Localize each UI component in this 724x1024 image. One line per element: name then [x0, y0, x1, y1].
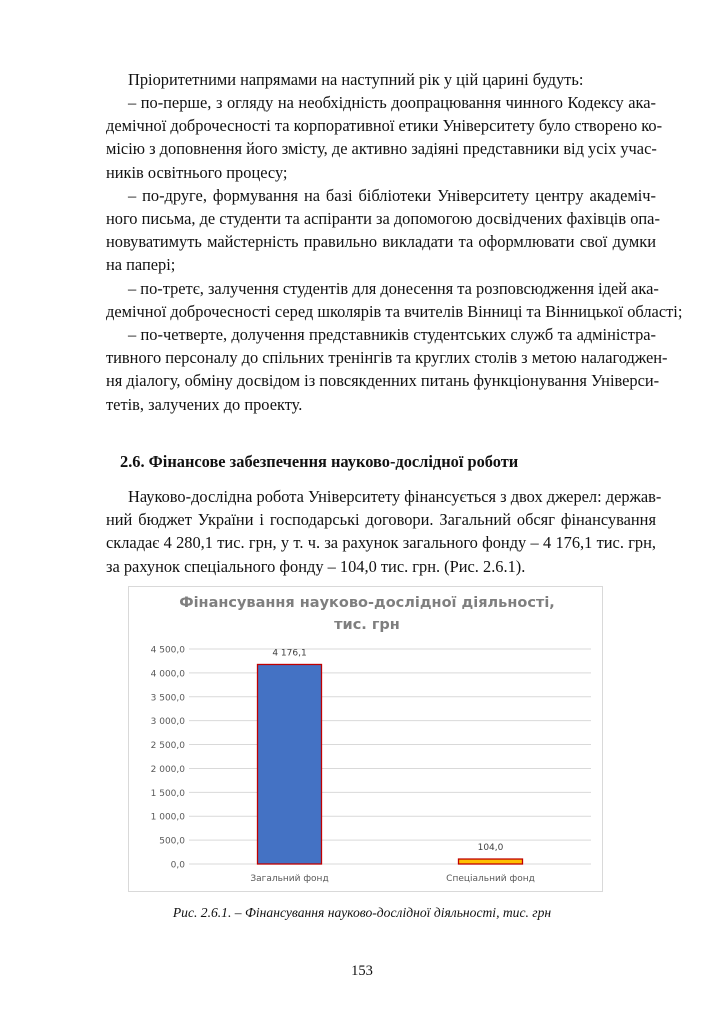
- text-line: місію з доповнення його змісту, де активно задіяні представники від усіх учас-: [106, 139, 657, 159]
- chart-title-line: тис. грн: [334, 617, 400, 633]
- paragraph-third-priority: [106, 277, 683, 323]
- text-line: тетів, залучених до проекту.: [106, 394, 303, 414]
- x-tick-label: Спеціальний фонд: [446, 874, 535, 884]
- paragraph-first-priority: [106, 91, 663, 184]
- bar: [459, 859, 523, 864]
- page-number: 153: [351, 963, 373, 979]
- y-tick-label: 3 000,0: [150, 717, 185, 728]
- data-label: 4 176,1: [272, 648, 307, 659]
- text-line: тивного персоналу до спільних тренінгів та круглих столів з метою налагоджен-: [106, 348, 668, 368]
- y-tick-label: 1 000,0: [150, 812, 185, 823]
- y-tick-label: 4 500,0: [150, 645, 185, 656]
- text-line: – по-четверте, долучення представників студентських служб та адміністра-: [128, 325, 656, 344]
- y-tick-label: 4 000,0: [150, 669, 185, 680]
- text-line: на папері;: [106, 255, 176, 275]
- funding-chart: [128, 586, 603, 892]
- text-line: ний бюджет України і господарські договори. Загальний обсяг фінансування: [106, 510, 656, 530]
- text-line: за рахунок спеціального фонду – 104,0 тис. грн. (Рис. 2.6.1).: [106, 556, 526, 576]
- y-tick-label: 2 500,0: [150, 741, 185, 752]
- x-tick-label: Загальний фонд: [250, 874, 329, 884]
- section-heading: 2.6. Фінансове забезпечення науково-дослідної роботи: [120, 452, 519, 471]
- y-tick-label: 1 500,0: [150, 788, 185, 799]
- chart-svg: [129, 587, 604, 893]
- figure-caption: Рис. 2.6.1. – Фінансування науково-дослідної діяльності, тис. грн: [172, 905, 552, 920]
- y-tick-label: 2 000,0: [150, 764, 185, 775]
- section-paragraph: [106, 485, 662, 578]
- text-line: демічної доброчесності та корпоративної етики Університету було створено ко-: [106, 116, 663, 136]
- text-line: новуватимуть майстерність правильно викладати та оформлювати свої думки: [106, 232, 656, 252]
- text-line: – по-третє, залучення студентів для донесення та розповсюдження ідей ака-: [128, 278, 659, 298]
- text-line: складає 4 280,1 тис. грн, у т. ч. за рахунок загального фонду – 4 176,1 тис. грн,: [106, 533, 656, 553]
- text-line: – по-перше, з огляду на необхідність доопрацювання чинного Кодексу ака-: [128, 93, 656, 112]
- paragraph-fourth-priority: [106, 323, 668, 416]
- y-tick-label: 500,0: [159, 836, 185, 847]
- text-line: ників освітнього процесу;: [106, 162, 288, 182]
- intro-paragraph: [128, 68, 656, 91]
- text-line: – по-друге, формування на базі бібліотеки Університету центру академіч-: [128, 185, 656, 205]
- text-line: ного письма, де студенти та аспіранти за допомогою досвідчених фахівців опа-: [106, 209, 660, 228]
- text-line: Пріоритетними напрямами на наступний рік у цій царині будуть:: [128, 70, 584, 89]
- text-line: демічної доброчесності серед школярів та вчителів Вінниці та Вінницької області;: [106, 301, 683, 321]
- chart-title-line: Фінансування науково-дослідної діяльності,: [179, 595, 555, 611]
- paragraph-second-priority: [106, 184, 660, 277]
- y-tick-label: 0,0: [170, 860, 185, 871]
- text-line: Науково-дослідна робота Університету фінансується з двох джерел: держав-: [128, 487, 662, 506]
- bar: [258, 664, 322, 864]
- y-tick-label: 3 500,0: [150, 693, 185, 704]
- text-line: ня діалогу, обміну досвідом із повсякденних питань функціонування Універси-: [106, 371, 660, 391]
- data-label: 104,0: [477, 843, 504, 854]
